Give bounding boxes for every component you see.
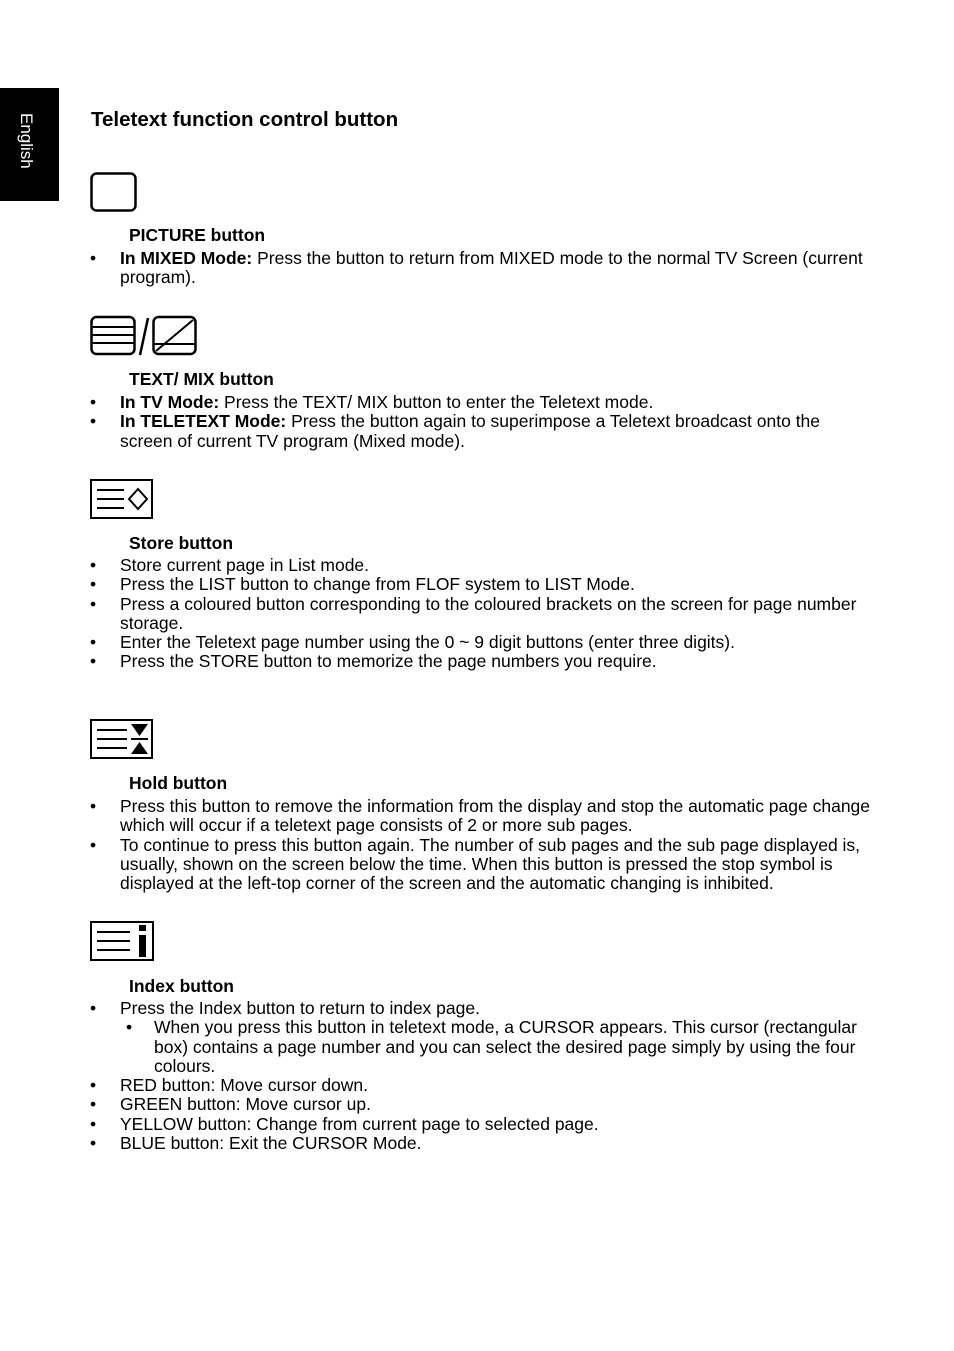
list-item: • YELLOW button: Change from current page to selected page. — [90, 1115, 870, 1134]
store-icon — [90, 479, 154, 521]
hold-list — [90, 797, 870, 893]
list-item: • Press the LIST button to change from FLOF system to LIST Mode. — [90, 575, 870, 594]
hold-section-title: Hold button — [129, 773, 228, 793]
text-mix-list — [90, 393, 870, 451]
language-tab-label: English — [17, 113, 36, 169]
list-item: • Press this button to remove the information from the display and stop the automatic page change which will occur if a teletext page consists of 2 or more sub pages. — [90, 797, 870, 836]
list-item: • BLUE button: Exit the CURSOR Mode. — [90, 1134, 870, 1153]
text-mix-section-title: TEXT/ MIX button — [129, 369, 274, 389]
store-section-title: Store button — [129, 533, 234, 553]
list-item: • Enter the Teletext page number using the 0 ~ 9 digit buttons (enter three digits). — [90, 633, 870, 652]
list-item: • GREEN button: Move cursor up. — [90, 1095, 870, 1114]
picture-list — [90, 249, 870, 288]
text-mix-icon — [90, 315, 200, 359]
list-item: • In TV Mode: Press the TEXT/ MIX button to enter the Teletext mode. — [90, 393, 870, 412]
list-item: • In TELETEXT Mode: Press the button again to superimpose a Teletext broadcast onto the screen of current TV program (Mixed mode). — [90, 412, 870, 451]
list-item: • Press the STORE button to memorize the page numbers you require. — [90, 652, 870, 671]
index-icon — [90, 921, 156, 963]
language-tab — [0, 88, 59, 201]
page-title: Teletext function control button — [91, 108, 399, 131]
list-item: • RED button: Move cursor down. — [90, 1076, 870, 1095]
list-item: • In MIXED Mode: Press the button to return from MIXED mode to the normal TV Screen (current program). — [90, 249, 870, 288]
picture-icon — [90, 172, 138, 214]
index-section-title: Index button — [129, 976, 234, 996]
store-list — [90, 556, 870, 672]
list-item: • When you press this button in teletext mode, a CURSOR appears. This cursor (rectangular box) contains a page number and you can select the desired page simply by using the four colours. — [90, 1018, 870, 1076]
list-item: • Press a coloured button corresponding to the coloured brackets on the screen for page number storage. — [90, 595, 870, 634]
hold-icon — [90, 719, 154, 761]
list-item: • Press the Index button to return to index page. — [90, 999, 870, 1018]
list-item: • To continue to press this button again. The number of sub pages and the sub page displayed is, usually, shown on the screen below the time. When this button is pressed the stop symbol is displayed at the left-top corner of the screen and the automatic changing is inhibited. — [90, 836, 870, 894]
index-list — [90, 999, 870, 1153]
picture-section-title: PICTURE button — [129, 225, 266, 245]
list-item: • Store current page in List mode. — [90, 556, 870, 575]
